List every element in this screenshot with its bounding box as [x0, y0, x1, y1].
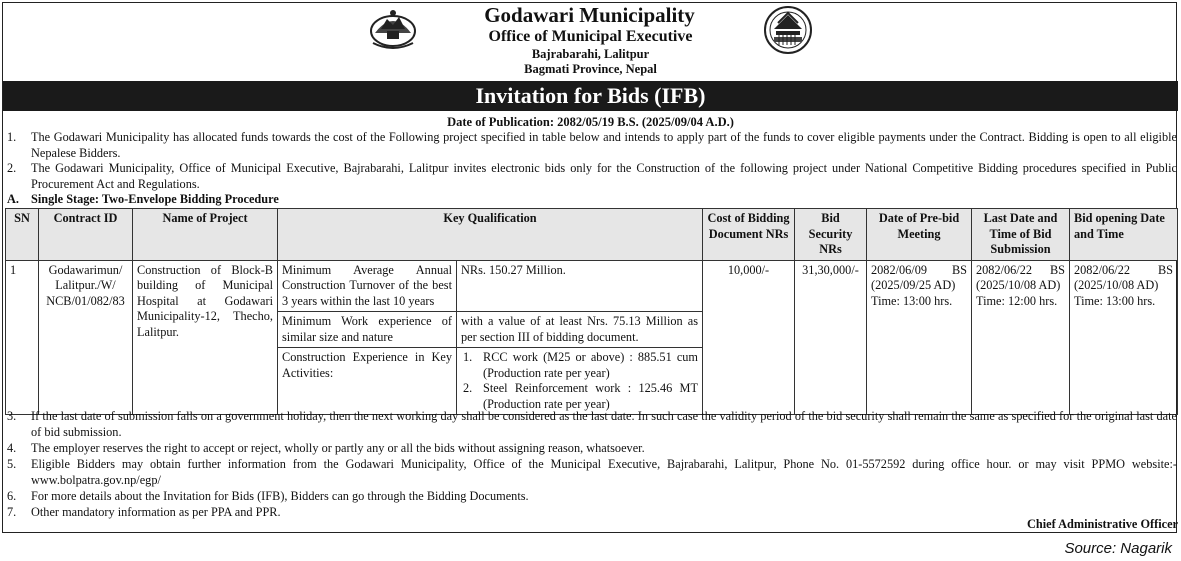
cell-kq1-value: NRs. 150.27 Million.	[457, 260, 703, 312]
cell-prebid	[867, 260, 972, 415]
prebid-time: Time: 13:00 hrs.	[871, 293, 953, 308]
list-text: Steel Reinforcement work : 125.46 MT (Production rate per year)	[483, 381, 698, 411]
cell-contract-id: Godawarimun/ Lalitpur./W/ NCB/01/082/83	[39, 260, 133, 415]
key-activities-list	[461, 350, 698, 412]
paragraph-number: 5.	[7, 457, 17, 471]
address-line-1: Bajrabarahi, Lalitpur	[531, 47, 650, 61]
last-date: 2082/06/22 BS (2025/10/08 AD)	[976, 262, 1065, 292]
cell-kq1-label: Minimum Average Annual Construction Turnover of the best 3 years within the last 10 years	[278, 260, 457, 312]
header-security: Bid Security NRs	[795, 209, 867, 261]
paragraph-number: 1.	[7, 130, 17, 144]
cell-project: Construction of Block-B building of Municipal Hospital at Godawari Municipality-12, Thecho, Lalitpur.	[133, 260, 278, 415]
paragraph-text: The employer reserves the right to accept or reject, wholly or partly any or all the bids without assigning reason, whatsoever.	[31, 441, 645, 455]
cell-kq3-label: Construction Experience in Key Activities:	[278, 348, 457, 415]
paragraph-text: For more details about the Invitation for Bids (IFB), Bidders can go through the Bidding Documents.	[31, 489, 529, 503]
table-row	[6, 260, 1178, 312]
opening-date: 2082/06/22 BS (2025/10/08 AD)	[1074, 262, 1173, 292]
publication-date: Date of Publication: 2082/05/19 B.S. (2025/09/04 A.D.)	[447, 115, 734, 129]
header-prebid: Date of Pre-bid Meeting	[867, 209, 972, 261]
header-cost: Cost of Bidding Document NRs	[703, 209, 795, 261]
cell-kq3-value	[457, 348, 703, 415]
procedure-text: Single Stage: Two-Envelope Bidding Procedure	[31, 192, 279, 206]
paragraph-text: Eligible Bidders may obtain further information from the Godawari Municipality, Office of the Municipal Executive, Bajrabarahi, Lalitpur, Phone No. 01-5572592 during office hour. or may visit PPMO website:- www.bolpatra.gov.np/egp/	[31, 457, 1177, 487]
table-header-row	[6, 209, 1178, 261]
header-project: Name of Project	[133, 209, 278, 261]
cell-sn: 1	[6, 260, 39, 415]
paragraph-text: The Godawari Municipality has allocated funds towards the cost of the Following project specified in table below and intends to apply part of the funds to cover eligible payments under the Contract. Bidding is open to all eligible Nepalese Bidders.	[31, 130, 1177, 160]
bids-table	[5, 208, 1178, 415]
paragraph-number: 3.	[7, 409, 17, 423]
header-contract-id: Contract ID	[39, 209, 133, 261]
paragraph-number: 2.	[7, 161, 17, 175]
municipality-title: Godawari Municipality	[484, 3, 695, 27]
list-item	[461, 381, 698, 412]
header-sn: SN	[6, 209, 39, 261]
cell-last-date	[972, 260, 1070, 415]
last-time: Time: 12:00 hrs.	[976, 293, 1058, 308]
list-item	[461, 350, 698, 381]
header	[0, 3, 1181, 77]
cell-security: 31,30,000/-	[795, 260, 867, 415]
opening-time: Time: 13:00 hrs.	[1074, 293, 1156, 308]
office-name: Office of Municipal Executive	[488, 28, 693, 45]
list-text: RCC work (M25 or above) : 885.51 cum (Production rate per year)	[483, 350, 698, 380]
header-opening: Bid opening Date and Time	[1070, 209, 1178, 261]
section-letter: A.	[7, 192, 19, 206]
paragraph-number: 6.	[7, 489, 17, 503]
cell-kq2-label: Minimum Work experience of similar size and nature	[278, 312, 457, 348]
paragraph-text: If the last date of submission falls on a government holiday, then the next working day shall be considered as the last date. In such case the validity period of the bid security shall remain the same as specified for the original last date of bid submission.	[31, 409, 1177, 439]
paragraph-text: Other mandatory information as per PPA and PPR.	[31, 505, 281, 519]
prebid-date: 2082/06/09 BS (2025/09/25 AD)	[871, 262, 967, 292]
list-number: 1.	[463, 350, 473, 364]
cell-kq2-value: with a value of at least Nrs. 75.13 Million as per section III of bidding document.	[457, 312, 703, 348]
list-number: 2.	[463, 381, 473, 395]
paragraph-number: 7.	[7, 505, 17, 519]
paragraph-number: 4.	[7, 441, 17, 455]
paragraph-text: The Godawari Municipality, Office of Municipal Executive, Bajrabarahi, Lalitpur invites electronic bids only for the Construction of the following project under National Competitive Bidding procedures specified in Public Procurement Act and Regulations.	[31, 161, 1177, 191]
header-key-qualification: Key Qualification	[278, 209, 703, 261]
signature: Chief Administrative Officer	[1027, 517, 1178, 531]
cell-cost: 10,000/-	[703, 260, 795, 415]
cell-opening	[1070, 260, 1178, 415]
source-credit: Source: Nagarik	[1064, 540, 1172, 557]
header-last-date: Last Date and Time of Bid Submission	[972, 209, 1070, 261]
ifb-title-bar: Invitation for Bids (IFB)	[3, 81, 1178, 111]
address-line-2: Bagmati Province, Nepal	[524, 62, 657, 76]
